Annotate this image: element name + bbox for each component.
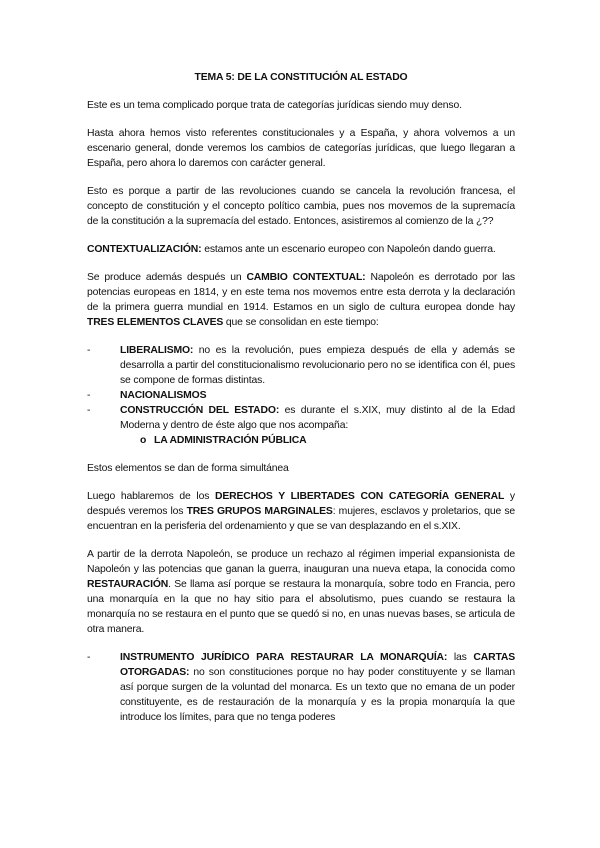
document-title: TEMA 5: DE LA CONSTITUCIÓN AL ESTADO — [194, 72, 408, 83]
term-derechos-libertades: DERECHOS Y LIBERTADES CON CATEGORÍA GENERAL — [215, 491, 505, 502]
key-elements-list — [87, 343, 515, 448]
text-fragment: que se consolidan en este tiempo: — [223, 317, 379, 328]
list-item-nacionalismos — [120, 388, 515, 403]
text-fragment: : mujeres, esclavos y proletarios, que se encuentran en la perisferia del ordenamiento y que se van desplazando en el s.XIX. — [87, 506, 515, 532]
term-nacionalismos: NACIONALISMOS — [120, 390, 207, 401]
term-instrumento-juridico: INSTRUMENTO JURÍDICO PARA RESTAURAR LA MONARQUÍA: — [120, 652, 448, 663]
term-cambio-contextual: CAMBIO CONTEXTUAL: — [246, 272, 366, 283]
paragraph-context-general: Hasta ahora hemos visto referentes constitucionales y a España, y ahora volvemos a un escenario general, donde veremos los cambios de categorías jurídicas, que luego llegaran a España, pero ahora lo daremos con carácter general. — [87, 128, 515, 169]
term-liberalismo: LIBERALISMO: — [120, 345, 194, 356]
term-tres-elementos: TRES ELEMENTOS CLAVES — [87, 317, 224, 328]
paragraph-intro: Este es un tema complicado porque trata de categorías jurídicas siendo muy denso. — [87, 100, 462, 111]
list-item-construccion-estado — [120, 403, 515, 448]
text-fragment: Luego hablaremos de los — [87, 491, 216, 502]
text-fragment: no es la revolución, pues empieza después de ella y además se desarrolla a partir del constitucionalismo revolucionario pero no se identifica con él, pues se compone de formas distintas. — [120, 345, 515, 386]
text-fragment: Se produce además después un — [87, 272, 247, 283]
text-fragment: . Se llama así porque se restaura la monarquía, sobre todo en Francia, pero una monarquía en la que no hay sitio para el absolutismo, pues cuando se restaura la monarquía no se restaura en el punto que se quedó si no, en unas nuevas bases, se articula de otra manera. — [87, 579, 515, 635]
text-fragment: A partir de la derrota Napoleón, se produce un rechazo al régimen imperial expansionista de Napoleón y las potencias que ganan la guerra, inauguran una nueva etapa, la conocida como — [87, 549, 515, 575]
term-administracion-publica: LA ADMINISTRACIÓN PÚBLICA — [154, 435, 307, 446]
sub-list — [120, 433, 515, 448]
text-fragment: no son constituciones porque no hay poder constituyente y se llaman así porque surgen de la voluntad del monarca. Es un texto que no emana de un poder constituyente, es de restauración de la monarquía y es la propia monarquía la que introduce los límites, para que no tenga poderes — [120, 667, 515, 723]
term-grupos-marginales: TRES GRUPOS MARGINALES — [186, 506, 333, 517]
sub-item-administracion — [154, 433, 515, 448]
term-contextualizacion: CONTEXTUALIZACIÓN: — [87, 244, 202, 255]
term-cartas-otorgadas: CARTAS OTORGADAS: — [120, 652, 516, 678]
restauracion-list — [87, 650, 515, 725]
term-restauracion: RESTAURACIÓN — [87, 579, 169, 590]
paragraph-derechos — [87, 489, 515, 534]
list-item-liberalismo — [120, 343, 515, 388]
paragraph-contextualizacion — [87, 242, 515, 257]
text-fragment: y después veremos los — [87, 491, 515, 517]
paragraph-simultanea: Estos elementos se dan de forma simultánea — [87, 463, 289, 474]
text-contextualizacion: estamos ante un escenario europeo con Napoleón dando guerra. — [201, 244, 496, 255]
term-construccion-estado: CONSTRUCCIÓN DEL ESTADO: — [120, 405, 280, 416]
paragraph-revolutions: Esto es porque a partir de las revoluciones cuando se cancela la revolución francesa, el concepto de constitución y el concepto político cambia, pues nos movemos de la supremacía de la constitución a la supremacía del estado. Entonces, asistiremos al comienzo de la ¿?? — [87, 186, 515, 227]
text-fragment: las — [447, 652, 474, 663]
text-fragment: es durante el s.XIX, muy distinto al de la Edad Moderna y dentro de éste algo que nos acompaña: — [120, 405, 515, 431]
text-fragment: Napoleón es derrotado por las potencias europeas en 1814, y en este tema nos movemos entre esta derrota y la declaración de la primera guerra mundial en 1914. Estamos en un siglo de cultura europea donde hay — [87, 272, 515, 313]
list-item-instrumento-juridico — [120, 650, 515, 725]
paragraph-cambio-contextual — [87, 270, 515, 330]
paragraph-restauracion — [87, 547, 515, 637]
